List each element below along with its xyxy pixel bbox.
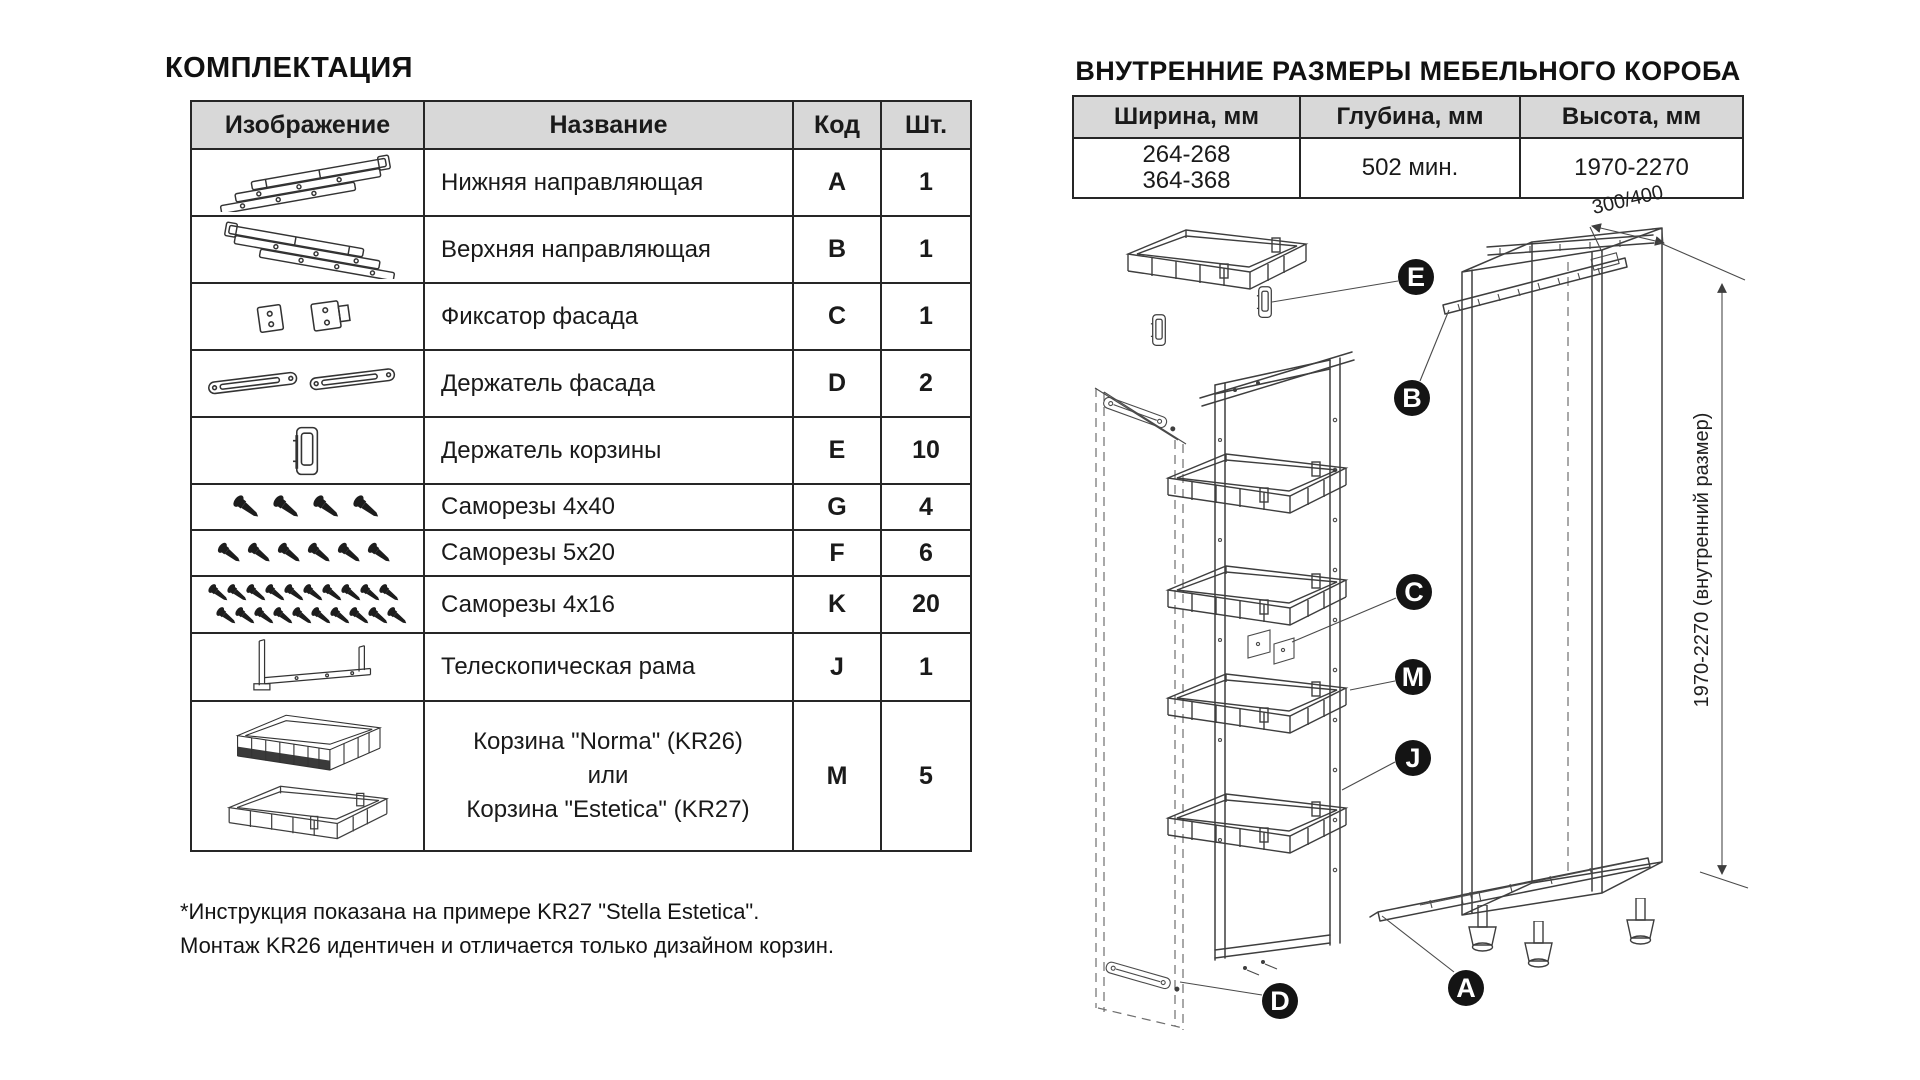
part-image-cell: [191, 633, 424, 701]
basket-tray-3: [1168, 674, 1346, 733]
label-facade-holder: [1262, 983, 1298, 1019]
dimensions-header-row: [1073, 96, 1743, 138]
part-code: D: [793, 350, 881, 417]
part-code: K: [793, 576, 881, 633]
table-row: [191, 633, 971, 701]
height-dimension-text: 1970-2270 (внутренний размер): [1691, 412, 1713, 708]
table-row: [191, 701, 971, 851]
svg-text:B: B: [1402, 383, 1422, 413]
part-code: J: [793, 633, 881, 701]
footnote: [180, 895, 900, 963]
part-qty: 1: [881, 216, 971, 283]
top-rail-drawing: [205, 221, 410, 279]
part-name: Фиксатор фасада: [424, 283, 793, 350]
part-image-cell: [191, 576, 424, 633]
part-code: G: [793, 484, 881, 530]
footnote-line-2: Монтаж KR26 идентичен и отличается только дизайном корзин.: [180, 933, 834, 958]
width-value-line: 364-368: [1142, 167, 1231, 194]
depth-dimension: [1590, 181, 1665, 252]
part-qty: 20: [881, 576, 971, 633]
height-value: 1970-2270: [1520, 138, 1743, 198]
basket-name-line: Корзина "Norma" (KR26): [473, 728, 743, 755]
kit-table: [190, 100, 972, 852]
basket-holder-clip: [1257, 287, 1271, 318]
part-name: Саморезы 5x20: [424, 530, 793, 576]
footnote-line-1: *Инструкция показана на примере KR27 "Stella Estetica".: [180, 899, 760, 924]
side-panel-dashed: [1095, 388, 1186, 1030]
facade-fixator-plates: [1248, 630, 1294, 664]
basket-holder-drawing: [287, 422, 329, 480]
label-facade-fixator: [1396, 574, 1432, 610]
part-qty: 2: [881, 350, 971, 417]
part-image-cell: [191, 350, 424, 417]
screws-4x16-drawing: [203, 579, 413, 631]
part-qty: 5: [881, 701, 971, 851]
svg-text:D: D: [1270, 986, 1290, 1016]
basket-name-line: или: [587, 762, 629, 789]
screws-4x40-drawing: [223, 487, 393, 527]
basket-tray-1: [1168, 454, 1346, 513]
part-code: M: [793, 701, 881, 851]
basket-tray-2: [1168, 566, 1346, 625]
dimensions-title: ВНУТРЕННИЕ РАЗМЕРЫ МЕБЕЛЬНОГО КОРОБА: [1075, 56, 1741, 86]
basket-tray-4: [1168, 794, 1346, 853]
part-image-cell: [191, 484, 424, 530]
header-name: Название: [424, 101, 793, 149]
label-basket-holder: [1398, 259, 1434, 295]
table-row: [191, 149, 971, 216]
part-name: [424, 701, 793, 851]
svg-text:J: J: [1405, 743, 1421, 773]
part-name: Держатель корзины: [424, 417, 793, 484]
table-row: [191, 576, 971, 633]
header-code: Код: [793, 101, 881, 149]
part-code: B: [793, 216, 881, 283]
part-name: Телескопическая рама: [424, 633, 793, 701]
top-rail-part: [1443, 253, 1627, 314]
part-code: E: [793, 417, 881, 484]
header-qty: Шт.: [881, 101, 971, 149]
part-name: Саморезы 4x40: [424, 484, 793, 530]
part-code: C: [793, 283, 881, 350]
height-dimension: [1658, 242, 1748, 888]
depth-dimension-text: 300/400: [1589, 181, 1666, 220]
adjustable-foot: [1627, 898, 1654, 944]
part-image-cell: [191, 417, 424, 484]
part-qty: 6: [881, 530, 971, 576]
exploded-basket: [1128, 230, 1306, 289]
part-qty: 4: [881, 484, 971, 530]
basket-name-line: Корзина "Estetica" (KR27): [466, 796, 750, 823]
cabinet-box-outline: [1462, 228, 1662, 915]
depth-value: 502 мин.: [1300, 138, 1520, 198]
facade-holder-drawing: [205, 360, 410, 408]
bottom-rail-drawing: [205, 154, 410, 212]
header-image: Изображение: [191, 101, 424, 149]
assembly-diagram: [1080, 160, 1820, 1080]
part-image-cell: [191, 216, 424, 283]
table-row: [191, 530, 971, 576]
label-top-rail: [1394, 380, 1430, 416]
width-value-line: 264-268: [1142, 141, 1231, 168]
table-row: [191, 484, 971, 530]
svg-text:E: E: [1406, 262, 1426, 292]
header-depth: Глубина, мм: [1300, 96, 1520, 138]
part-qty: 10: [881, 417, 971, 484]
part-image-cell: [191, 530, 424, 576]
part-image-cell: [191, 283, 424, 350]
facade-holder-bottom-bracket: [1105, 961, 1182, 993]
svg-text:C: C: [1404, 577, 1424, 607]
part-qty: 1: [881, 633, 971, 701]
svg-text:M: M: [1401, 662, 1425, 692]
kit-title: КОМПЛЕКТАЦИЯ: [165, 52, 413, 84]
facade-holder-top-bracket: [1102, 396, 1178, 433]
adjustable-foot: [1525, 921, 1552, 967]
svg-text:A: A: [1456, 973, 1476, 1003]
basket-holder-clip: [1151, 315, 1165, 346]
label-frame: [1395, 740, 1431, 776]
table-row: [191, 350, 971, 417]
part-name: Саморезы 4x16: [424, 576, 793, 633]
header-height: Высота, мм: [1520, 96, 1743, 138]
screws-5x20-drawing: [208, 535, 408, 571]
kit-table-header-row: [191, 101, 971, 149]
label-basket: [1395, 659, 1431, 695]
part-code: F: [793, 530, 881, 576]
table-row: [191, 283, 971, 350]
part-qty: 1: [881, 149, 971, 216]
norma-basket-drawing: [213, 709, 403, 781]
label-bottom-rail: [1448, 970, 1484, 1006]
part-qty: 1: [881, 283, 971, 350]
table-row: [191, 216, 971, 283]
part-name: Верхняя направляющая: [424, 216, 793, 283]
table-row: [191, 417, 971, 484]
part-code: A: [793, 149, 881, 216]
part-image-cell: [191, 149, 424, 216]
telescopic-frame-drawing: [208, 635, 408, 699]
header-width: Ширина, мм: [1073, 96, 1300, 138]
part-name: Нижняя направляющая: [424, 149, 793, 216]
facade-fixator-drawing: [243, 292, 373, 342]
part-name: Держатель фасада: [424, 350, 793, 417]
part-image-cell: [191, 701, 424, 851]
estetica-basket-drawing: [223, 781, 393, 843]
